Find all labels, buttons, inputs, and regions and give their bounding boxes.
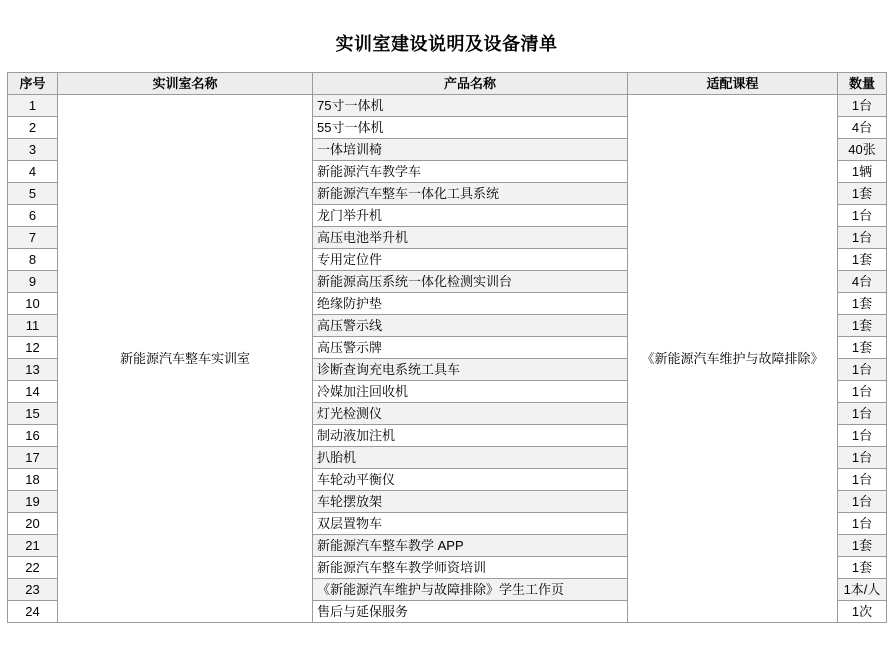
cell-product-name: 新能源汽车整车教学 APP [313, 535, 628, 557]
cell-index: 14 [8, 381, 58, 403]
cell-quantity: 1次 [838, 601, 887, 623]
cell-quantity: 1套 [838, 183, 887, 205]
equipment-table [7, 72, 887, 623]
cell-product-name: 车轮摆放架 [313, 491, 628, 513]
table-header-row [8, 73, 887, 95]
cell-index: 7 [8, 227, 58, 249]
table-row [8, 95, 887, 117]
cell-index: 3 [8, 139, 58, 161]
cell-quantity: 1辆 [838, 161, 887, 183]
cell-product-name: 灯光检测仪 [313, 403, 628, 425]
cell-index: 21 [8, 535, 58, 557]
cell-product-name: 高压电池举升机 [313, 227, 628, 249]
cell-index: 8 [8, 249, 58, 271]
cell-product-name: 一体培训椅 [313, 139, 628, 161]
cell-index: 12 [8, 337, 58, 359]
cell-product-name: 售后与延保服务 [313, 601, 628, 623]
cell-quantity: 1台 [838, 425, 887, 447]
cell-quantity: 1台 [838, 227, 887, 249]
page-title: 实训室建设说明及设备清单 [335, 34, 558, 54]
cell-quantity: 1台 [838, 469, 887, 491]
cell-product-name: 专用定位件 [313, 249, 628, 271]
cell-quantity: 1台 [838, 381, 887, 403]
cell-index: 10 [8, 293, 58, 315]
table-header [8, 73, 887, 95]
cell-quantity: 1套 [838, 337, 887, 359]
cell-product-name: 新能源汽车整车教学师资培训 [313, 557, 628, 579]
cell-quantity: 1台 [838, 95, 887, 117]
cell-product-name: 扒胎机 [313, 447, 628, 469]
cell-index: 6 [8, 205, 58, 227]
cell-index: 22 [8, 557, 58, 579]
cell-quantity: 1台 [838, 447, 887, 469]
cell-index: 20 [8, 513, 58, 535]
cell-quantity: 4台 [838, 117, 887, 139]
cell-index: 13 [8, 359, 58, 381]
cell-product-name: 制动液加注机 [313, 425, 628, 447]
cell-product-name: 高压警示线 [313, 315, 628, 337]
cell-quantity: 1本/人 [838, 579, 887, 601]
cell-quantity: 1套 [838, 557, 887, 579]
cell-index: 23 [8, 579, 58, 601]
cell-quantity: 1台 [838, 491, 887, 513]
cell-index: 5 [8, 183, 58, 205]
cell-product-name: 双层置物车 [313, 513, 628, 535]
cell-index: 1 [8, 95, 58, 117]
cell-lab-name: 新能源汽车整车实训室 [58, 95, 313, 623]
cell-quantity: 1套 [838, 293, 887, 315]
cell-index: 15 [8, 403, 58, 425]
column-header-index: 序号 [8, 73, 58, 95]
cell-product-name: 冷媒加注回收机 [313, 381, 628, 403]
cell-index: 24 [8, 601, 58, 623]
cell-product-name: 55寸一体机 [313, 117, 628, 139]
cell-quantity: 1台 [838, 359, 887, 381]
cell-index: 4 [8, 161, 58, 183]
cell-index: 17 [8, 447, 58, 469]
cell-product-name: 绝缘防护垫 [313, 293, 628, 315]
cell-quantity: 1套 [838, 535, 887, 557]
cell-product-name: 75寸一体机 [313, 95, 628, 117]
cell-product-name: 诊断查询充电系统工具车 [313, 359, 628, 381]
cell-quantity: 1台 [838, 403, 887, 425]
cell-product-name: 新能源高压系统一体化检测实训台 [313, 271, 628, 293]
cell-product-name: 新能源汽车教学车 [313, 161, 628, 183]
cell-quantity: 1台 [838, 205, 887, 227]
cell-index: 19 [8, 491, 58, 513]
column-header-quantity: 数量 [838, 73, 887, 95]
cell-index: 18 [8, 469, 58, 491]
cell-product-name: 龙门举升机 [313, 205, 628, 227]
cell-index: 11 [8, 315, 58, 337]
cell-index: 9 [8, 271, 58, 293]
cell-product-name: 新能源汽车整车一体化工具系统 [313, 183, 628, 205]
cell-product-name: 车轮动平衡仪 [313, 469, 628, 491]
cell-quantity: 40张 [838, 139, 887, 161]
cell-product-name: 高压警示牌 [313, 337, 628, 359]
cell-quantity: 1套 [838, 315, 887, 337]
cell-product-name: 《新能源汽车维护与故障排除》学生工作页 [313, 579, 628, 601]
cell-index: 2 [8, 117, 58, 139]
column-header-product-name: 产品名称 [313, 73, 628, 95]
cell-course: 《新能源汽车维护与故障排除》 [628, 95, 838, 623]
cell-quantity: 1套 [838, 249, 887, 271]
column-header-lab-name: 实训室名称 [58, 73, 313, 95]
cell-quantity: 1台 [838, 513, 887, 535]
table-body [8, 95, 887, 623]
cell-quantity: 4台 [838, 271, 887, 293]
column-header-course: 适配课程 [628, 73, 838, 95]
cell-index: 16 [8, 425, 58, 447]
